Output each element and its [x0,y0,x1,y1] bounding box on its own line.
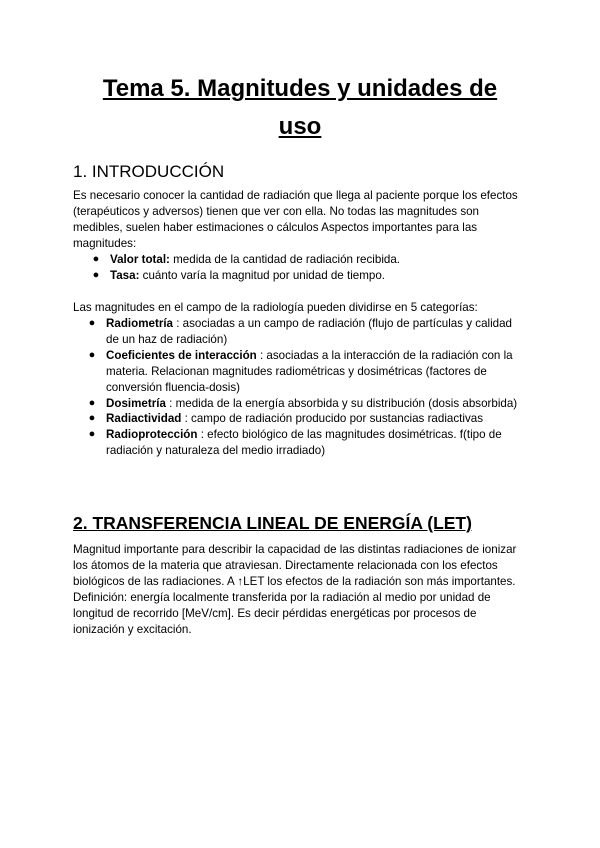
list-item [87,396,528,412]
let-paragraph: Magnitud importante para describir la capacidad de las distintas radiaciones de ionizar los átomos de la materia que atraviesan. Directamente relacionada con los efectos biológicos de las radiaciones. A ↑LET los efectos de la radiación son más importantes. Definición: energía localmente transferida por la radiación al medio por unidad de longitud de recorrido [MeV/cm]. Es decir pérdidas energéticas por procesos de ionización y excitación. [73,543,517,636]
bullet-icon: ● [92,268,100,281]
list-item [91,268,531,284]
list-item-desc: : efecto biológico de las magnitudes dosimétricas. f(tipo de radiación y naturaleza del medio irradiado) [106,428,502,458]
list-item [87,348,528,396]
list-item-desc: : campo de radiación producido por sustancias radiactivas [181,412,483,426]
bullet-icon: ● [88,428,96,441]
list-item-desc: medida de la cantidad de radiación recibida. [169,253,401,266]
list-item-desc: cuánto varía la magnitud por unidad de tiempo. [139,268,385,282]
list-item-term: Radioprotección [106,428,198,442]
intro-paragraph: Es necesario conocer la cantidad de radiación que llega al paciente porque los efectos (terapéuticos y adversos) tienen que ver con ella. No todas las magnitudes son medibles, suelen haber estimaciones o cálculos Aspectos importantes para las magnitudes: [73,189,518,250]
section-heading-introduccion: 1. INTRODUCCIÓN [73,162,225,181]
list-item [87,427,528,459]
list-item-term: Valor total: [110,253,170,266]
bullet-icon: ● [88,317,96,329]
list-item [87,411,528,427]
categories-list [87,316,528,459]
list-item-desc: : asociadas a la interacción de la radiación con la materia. Relacionan magnitudes radiométricas y dosimétricas (factores de conversión fluencia-dosis) [106,348,513,394]
list-item-term: Radiactividad [106,412,182,426]
aspects-list [91,252,531,284]
section-heading-let: 2. TRANSFERENCIA LINEAL DE ENERGÍA (LET) [73,513,472,533]
bullet-icon: ● [88,396,96,409]
list-item-desc: : asociadas a un campo de radiación (flujo de partículas y calidad de un haz de radiación) [106,317,513,346]
list-item [91,252,531,268]
list-item-term: Radiometría [106,317,174,330]
document-title [60,70,540,146]
list-item [87,316,528,348]
list-item-term: Coeficientes de interacción [106,348,257,362]
list-item-term: Tasa: [110,268,140,282]
bullet-icon: ● [88,412,96,425]
bullet-icon: ● [88,348,96,361]
document-title-line-2: uso [278,113,322,140]
categories-intro: Las magnitudes en el campo de la radiología pueden dividirse en 5 categorías: [73,301,478,314]
list-item-desc: : medida de la energía absorbida y su distribución (dosis absorbida) [165,396,518,410]
list-item-term: Dosimetría [106,396,166,410]
document-title-line-1: Tema 5. Magnitudes y unidades de [102,75,498,102]
bullet-icon: ● [92,253,100,265]
